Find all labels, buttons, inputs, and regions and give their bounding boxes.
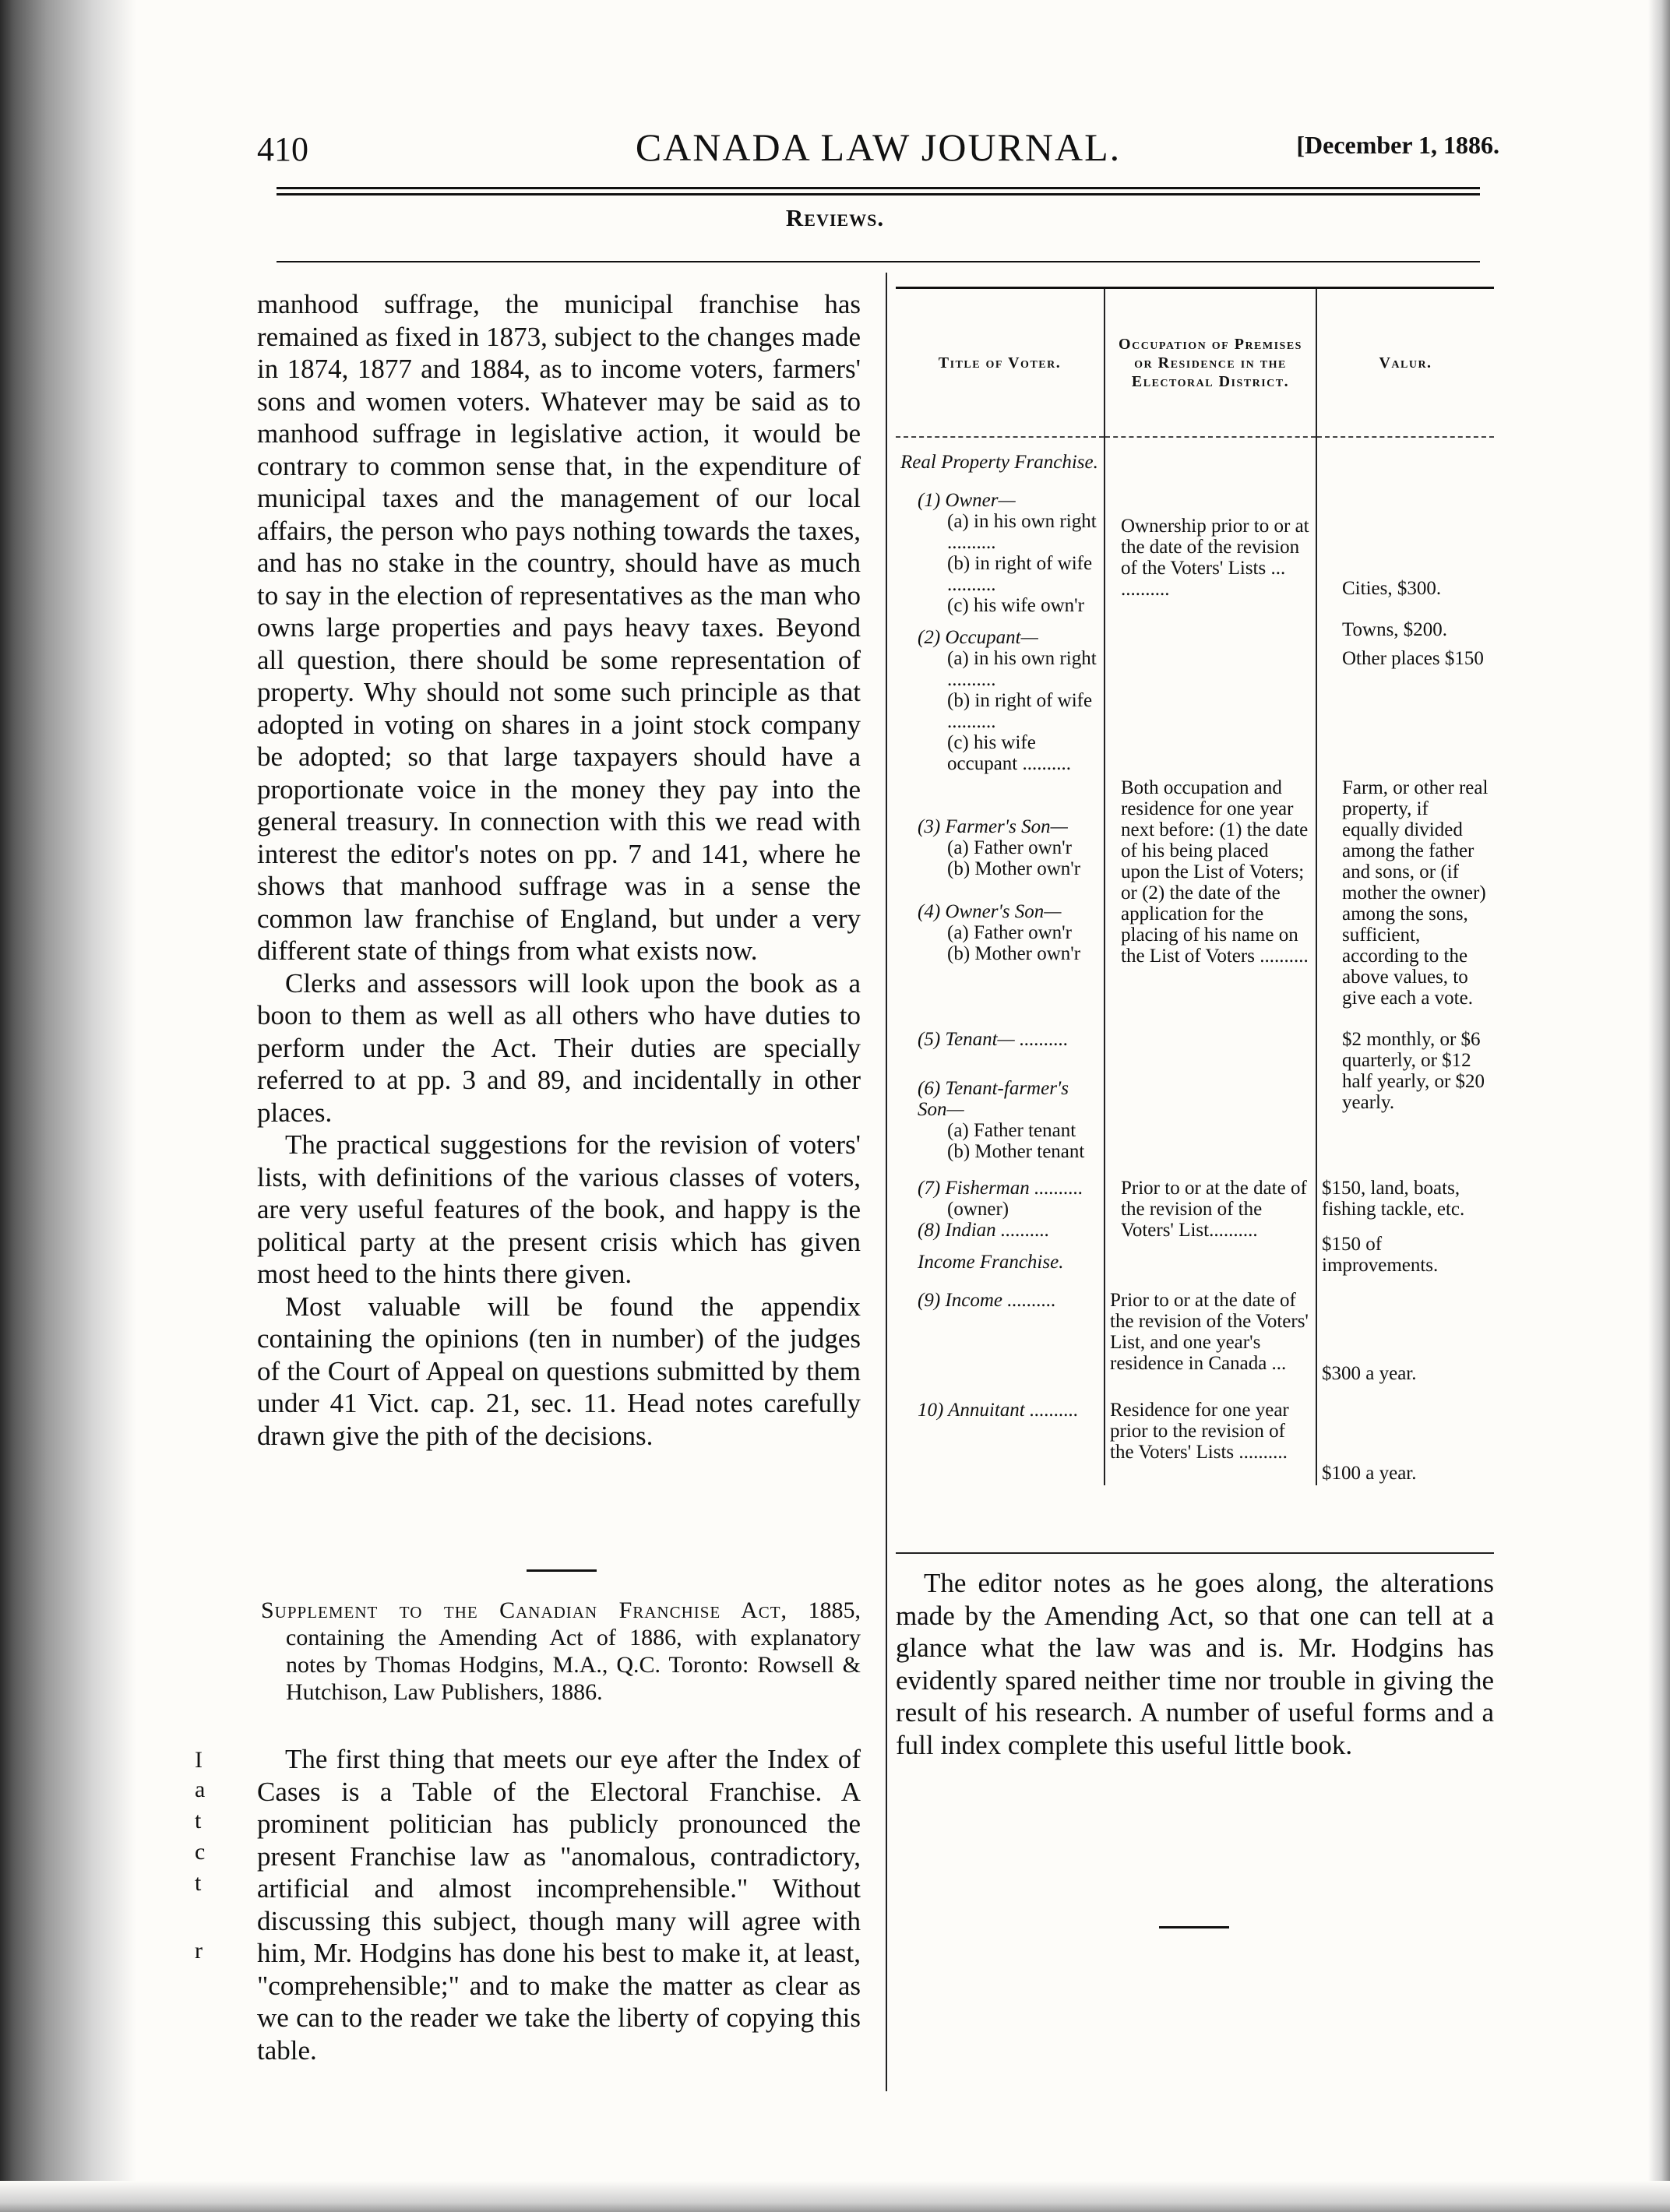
indian-label: (8) Indian .......... — [918, 1220, 1050, 1241]
margin-letter: a — [195, 1777, 206, 1802]
section-rule — [277, 261, 1480, 262]
paragraph: The practical suggestions for the revision of voters' lists, with definitions of the various classes of voters, are very useful features of the book, and happy is the political party at the present crisis which has given most heed to the hints there given. — [257, 1129, 861, 1289]
left-column — [257, 288, 861, 1452]
value-other-places: Other places $150 — [1342, 648, 1484, 669]
column-header-value: Valur. — [1316, 288, 1494, 438]
group-label: Real Property Franchise. — [900, 452, 1098, 473]
owners-son-a: (a) Father own'r — [947, 922, 1072, 943]
income-label: (9) Income .......... — [918, 1290, 1056, 1311]
header-rule — [277, 187, 1480, 189]
owner-b: (b) in right of wife .......... — [947, 553, 1093, 595]
table-row — [896, 450, 1494, 618]
occupation-annuitant: Residence for one year prior to the revision of the Voters' Lists .......... — [1110, 1400, 1289, 1463]
occupation-owner: Ownership prior to or at the date of the revision of the Voters' Lists ... .......... — [1121, 516, 1309, 600]
occupation-fisherman: Prior to or at the date of the revision of the Voters' List.......... — [1121, 1178, 1307, 1241]
electoral-franchise-table — [896, 287, 1494, 1485]
value-income: $300 a year. — [1322, 1363, 1417, 1384]
header-rule — [277, 193, 1480, 195]
paragraph: The editor notes as he goes along, the alterations made by the Amending Act, so that one can tell at a glance what the law was and is. Mr. Hodgins has evidently spared neither time nor trouble in giving the result of his research. A number of useful forms and a full index complete this useful little book. — [896, 1568, 1494, 1760]
divider — [527, 1569, 597, 1572]
value-annuitant: $100 a year. — [1322, 1463, 1417, 1484]
margin-letter: r — [195, 1938, 203, 1964]
page-number: 410 — [257, 130, 308, 168]
annuitant-label: 10) Annuitant .......... — [918, 1400, 1079, 1421]
owner-a: (a) in his own right .......... — [947, 511, 1097, 553]
paragraph: Clerks and assessors will look upon the book as a boon to them as well as all others who have duties to perform under the Act. Their duties are specially referred to at pp. 3 and 89, and incidentally in other places. — [257, 967, 861, 1128]
owner-label: (1) Owner— — [918, 490, 1016, 511]
occupant-b: (b) in right of wife .......... — [947, 690, 1093, 732]
owners-son-label: (4) Owner's Son— — [918, 901, 1062, 922]
value-tenant: $2 monthly, or $6 quarterly, or $12 half yearly, or $20 yearly. — [1342, 1029, 1485, 1113]
margin-letter: t — [195, 1870, 202, 1896]
tenant-farmers-son-b: (b) Mother tenant — [947, 1141, 1085, 1162]
section-title: Reviews. — [785, 204, 885, 231]
column-header-occupation: Occupation of Premises or Residence in the Electoral District. — [1105, 288, 1316, 438]
value-fisherman: $150, land, boats, fishing tackle, etc. — [1322, 1178, 1465, 1220]
occupation-income: Prior to or at the date of the revision of the Voters' List, and one year's residence in Canada ... — [1110, 1290, 1309, 1374]
table-row — [896, 776, 1494, 1010]
value-cities: Cities, $300. — [1342, 578, 1442, 599]
income-franchise-label: Income Franchise. — [918, 1252, 1064, 1273]
journal-title: CANADA LAW JOURNAL. — [635, 125, 1122, 169]
table-row — [896, 1010, 1494, 1164]
occupant-label: (2) Occupant— — [918, 627, 1038, 648]
margin-letter: I — [195, 1747, 203, 1773]
paragraph: manhood suffrage, the municipal franchise has remained as fixed in 1873, subject to the changes made in 1874, 1877 and 1884, as to income voters, farmers' sons and women voters. Whatever may be said as to manhood suffrage in legislative action, it would be contrary to common sense that, in the expenditure of municipal taxes and the management of our local affairs, the person who pays nothing towards the taxes, and has no stake in the country, should have as much to say in the election of representatives as the man who owns large properties and pays heavy taxes. Beyond all question, there should be some representation of property. Why should not some such principle as that adopted in voting on shares in a joint stock company be adopted; so that large taxpayers should have a proportionate voice in the money they pay into the general treasury. In connection with this we read with interest the editor's notes on pp. 7 and 141, where he shows that manhood suffrage was in a sense the common law franchise of England, but under a very different state of things from what exists now. — [257, 289, 861, 966]
issue-date: [December 1, 1886. — [1296, 131, 1499, 159]
occupation-both: Both occupation and residence for one year next before: (1) the date of his being placed upon the List of Voters; or (2) the date of the application for the placing of his name on the List of Voters .......... — [1121, 777, 1309, 967]
column-divider — [886, 273, 887, 2091]
fisherman-label: (7) Fisherman .......... — [918, 1178, 1083, 1199]
table-row — [896, 1277, 1494, 1386]
occupant-c: (c) his wife occupant .......... — [947, 732, 1071, 774]
column-header-title: Title of Voter. — [896, 288, 1105, 438]
occupant-a: (a) in his own right .......... — [947, 648, 1097, 690]
paragraph: Most valuable will be found the appendix containing the opinions (ten in number) of the judges of the Court of Appeal on questions submitted by them under 41 Vict. cap. 21, sec. 11. Head notes carefully drawn give the pith of the decisions. — [257, 1291, 861, 1451]
page-edge-right — [1648, 0, 1670, 2212]
margin-letter: t — [195, 1808, 202, 1833]
table-row — [896, 1164, 1494, 1277]
farmers-son-b: (b) Mother own'r — [947, 858, 1081, 879]
left-column-lower — [257, 1743, 861, 2066]
value-indian: $150 of improvements. — [1322, 1234, 1439, 1276]
table-row — [896, 1386, 1494, 1485]
farmers-son-label: (3) Farmer's Son— — [918, 816, 1068, 837]
citation-title: Supplement to the Canadian Franchise Act, — [261, 1597, 788, 1623]
right-column — [896, 1567, 1494, 1761]
paragraph: The first thing that meets our eye after the Index of Cases is a Table of the Electoral Franchise. A prominent politician has publicly pronounced the present Franchise law as "anomalous, contradictory, artificial and almost incomprehensible." Without discussing this subject, though many will agree with him, Mr. Hodgins has done his best to make it, at least, "comprehensible;" and to make the matter as clear as we can to the reader we take the liberty of copying this table. — [257, 1744, 861, 2066]
tenant-farmers-son-label: (6) Tenant-farmer's Son— — [918, 1078, 1069, 1120]
table-row — [896, 618, 1494, 776]
farmers-son-a: (a) Father own'r — [947, 837, 1072, 858]
table-bottom-rule — [896, 1552, 1494, 1554]
margin-letter: c — [195, 1839, 206, 1865]
table-header-row — [896, 288, 1494, 438]
binding-gutter — [0, 0, 136, 2212]
owners-son-b: (b) Mother own'r — [947, 943, 1081, 964]
tenant-label: (5) Tenant— .......... — [918, 1029, 1069, 1050]
fisherman-note: (owner) — [947, 1199, 1009, 1220]
tenant-farmers-son-a: (a) Father tenant — [947, 1120, 1076, 1141]
citation-details: 1885, containing the Amending Act of 1886, with explanatory notes by Thomas Hodgins, M.A., Q.C. Toronto: Rowsell & Hutchison, Law Publishers, 1886. — [286, 1597, 861, 1705]
book-citation — [261, 1597, 861, 1706]
running-header — [257, 125, 1499, 171]
page-edge-bottom — [0, 2181, 1670, 2212]
divider — [1159, 1926, 1229, 1928]
owner-c: (c) his wife own'r — [947, 595, 1084, 616]
value-farm: Farm, or other real property, if equally divided among the father and sons, or (if mother the owner) among the sons, sufficient, according to the above values, to give each a vote. — [1342, 777, 1489, 1009]
value-towns: Towns, $200. — [1342, 619, 1448, 640]
